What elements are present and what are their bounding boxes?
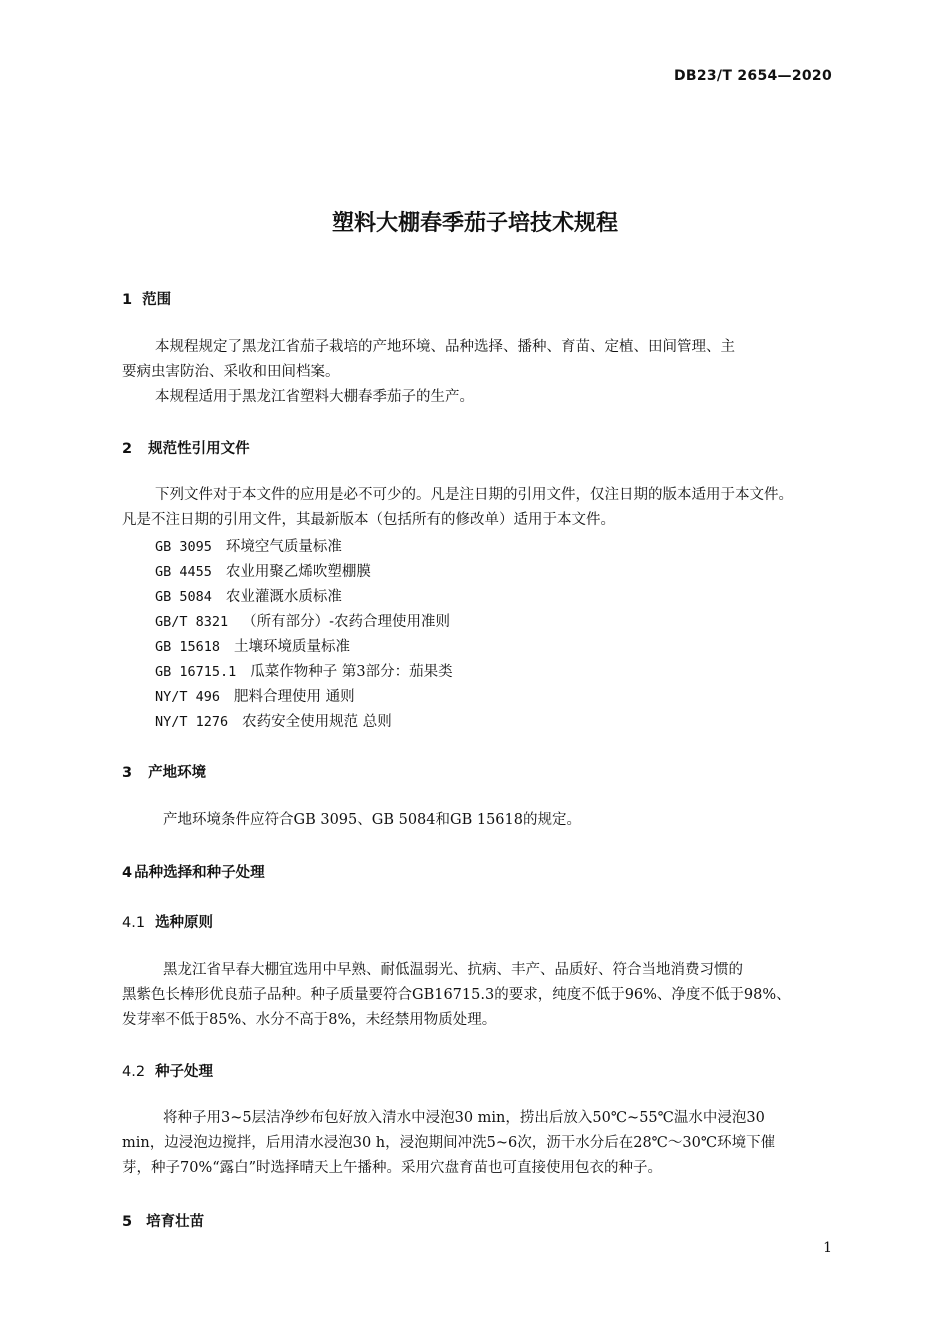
section-3-heading [122,761,206,782]
reference-code: GB 4455 [155,564,212,580]
reference-item [155,535,342,556]
text-line: 本规程规定了黑龙江省茄子栽培的产地环境、品种选择、播种、育苗、定植、田间管理、主 [155,339,735,355]
reference-item [155,610,450,631]
section-2-paragraph-1 [122,483,832,533]
reference-code: NY/T 1276 [155,714,229,730]
section-title: 品种选择和种子处理 [134,865,265,881]
section-1-heading [122,288,171,309]
section-title: 规范性引用文件 [148,441,250,457]
reference-name: 农业灌溉水质标准 [225,589,342,605]
section-title: 范围 [142,292,172,308]
reference-name: 农业用聚乙烯吹塑棚膜 [225,564,371,580]
reference-code: GB/T 8321 [155,614,229,630]
page-number: 1 [823,1240,832,1256]
document-title: 塑料大棚春季茄子培技术规程 [331,211,618,236]
section-3-paragraph-1 [130,808,840,833]
reference-name: （所有部分）-农药合理使用准则 [242,614,451,630]
reference-code: NY/T 496 [155,689,221,705]
reference-name: 农药安全使用规范 总则 [242,714,392,730]
text-line: 凡是不注日期的引用文件，其最新版本（包括所有的修改单）适用于本文件。 [122,512,615,528]
section-number: 4.1 [122,915,146,931]
text-line: 下列文件对于本文件的应用是必不可少的。凡是注日期的引用文件，仅注日期的版本适用于本文件。 [155,487,793,503]
reference-name: 肥料合理使用 通则 [234,689,355,705]
section-title: 培育壮苗 [146,1214,205,1230]
reference-code: GB 16715.1 [155,664,237,680]
reference-item [155,660,453,681]
reference-item [155,585,342,606]
section-number: 5 [122,1214,133,1230]
text-line: 黑龙江省早春大棚宜选用中早熟、耐低温弱光、抗病、丰产、品质好、符合当地消费习惯的 [163,962,743,978]
section-4-heading [122,861,265,882]
section-2-heading [122,437,250,458]
reference-item [155,560,371,581]
section-4-2-heading [122,1060,213,1081]
section-4-1-heading [122,911,213,932]
section-number: 1 [122,292,133,308]
section-title: 产地环境 [148,765,207,781]
text-line: 要病虫害防治、采收和田间档案。 [122,364,340,380]
reference-name: 土壤环境质量标准 [234,639,351,655]
section-4-2-paragraph-1 [122,1106,832,1181]
reference-code: GB 3095 [155,539,212,555]
section-title: 种子处理 [155,1064,214,1080]
section-number: 4 [122,865,133,881]
reference-code: GB 15618 [155,639,221,655]
standard-number: DB23/T 2654—2020 [673,68,832,84]
text-line: min，边浸泡边搅拌，后用清水浸泡30 h，浸泡期间冲洗5~6次，沥干水分后在28℃～30℃环境下催 [122,1135,776,1151]
text-line: 将种子用3~5层洁净纱布包好放入清水中浸泡30 min，捞出后放入50℃~55℃温水中浸泡30 [163,1110,765,1126]
section-number: 3 [122,765,133,781]
section-5-heading [122,1210,204,1231]
reference-item [155,710,392,731]
section-4-1-paragraph-1 [122,958,832,1033]
reference-item [155,635,350,656]
reference-item [155,685,355,706]
text-line: 芽，种子70%“露白”时选择晴天上午播种。采用穴盘育苗也可直接使用包衣的种子。 [122,1160,663,1176]
section-title: 选种原则 [155,915,214,931]
section-number: 2 [122,441,133,457]
text-line: 产地环境条件应符合GB 3095、GB 5084和GB 15618的规定。 [163,812,581,828]
section-1-paragraph-1 [122,335,832,410]
text-line: 本规程适用于黑龙江省塑料大棚春季茄子的生产。 [155,389,474,405]
reference-name: 环境空气质量标准 [225,539,342,555]
section-number: 4.2 [122,1064,146,1080]
text-line: 黑紫色长棒形优良茄子品种。种子质量要符合GB16715.3的要求，纯度不低于96%、净度不低于98%、 [122,987,791,1003]
reference-code: GB 5084 [155,589,212,605]
reference-name: 瓜菜作物种子 第3部分：茄果类 [250,664,453,680]
text-line: 发芽率不低于85%、水分不高于8%，未经禁用物质处理。 [122,1012,497,1028]
